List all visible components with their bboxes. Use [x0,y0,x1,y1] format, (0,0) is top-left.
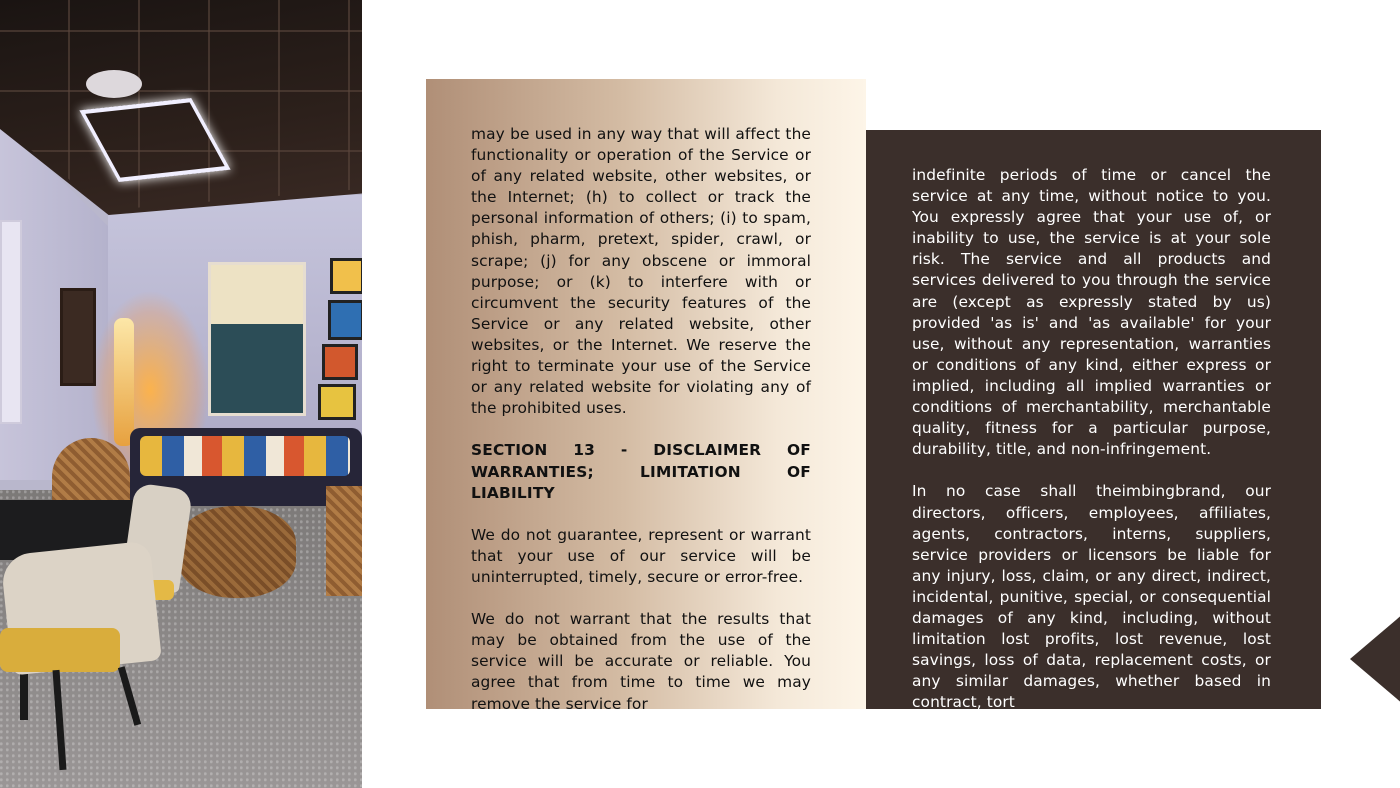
left-paragraph-guarantee: We do not guarantee, represent or warrant that your use of our service will be uninterrupted, timely, secure or error-free. [471,525,811,586]
photo-wall-art [318,384,356,420]
left-paragraph-results: We do not warrant that the results that may be obtained from the use of the service will be accurate or reliable. You agree that from time to time we may remove the service for [471,610,811,713]
decorative-triangle [1350,608,1400,710]
right-paragraph-as-is: indefinite periods of time or cancel the service at any time, without notice to you. You expressly agree that your use of, or inability to use, the service is at your sole risk. The service and all products and services delivered to you through the service are (except as expressly stated by us) provided 'as is' and 'as available' for your use, without any representation, warranties or conditions of any kind, either express or implied, including all implied warranties or conditions of merchantability, merchantable quality, fitness for a particular purpose, durability, title, and non-infringement. [912,166,1271,459]
photo-chair-seat [0,628,120,672]
photo-wall-art [330,258,362,294]
photo-window [208,262,306,416]
right-paragraph-liability: In no case shall theimbingbrand, our directors, officers, employees, affiliates, agents, contractors, interns, suppliers, service providers or licensors be liable for any injury, loss, claim, or any direct, indirect, incidental, punitive, special, or consequential damages of any kind, including, without limitation lost profits, lost revenue, lost savings, loss of data, replacement costs, or any similar damages, whether based in contract, tort [912,482,1271,712]
photo-rattan-table [178,506,296,598]
photo-rattan-chair [326,486,362,596]
photo-floor-lamp [114,318,134,446]
photo-wall-art [322,344,358,380]
left-text-column [471,124,811,715]
lounge-photo [0,0,362,788]
right-text-column [912,165,1271,713]
photo-wall-art [60,288,96,386]
photo-wall-art [328,300,362,340]
photo-ceiling-light [86,70,142,98]
section-13-heading: SECTION 13 - DISCLAIMER OF WARRANTIES; LIMITATION OF LIABILITY [471,441,811,502]
left-paragraph-prohibited-uses: may be used in any way that will affect the functionality or operation of the Service or of any related website, other websites, or the Internet; (h) to collect or track the personal information of others; (i) to spam, phish, pharm, pretext, spider, crawl, or scrape; (j) for any obscene or immoral purpose; or (k) to interfere with or circumvent the security features of the Service or any related website, other websites, or the Internet. We reserve the right to terminate your use of the Service or any related website for violating any of the prohibited uses. [471,125,811,418]
photo-pillows [140,436,350,476]
photo-window-left [0,220,22,424]
